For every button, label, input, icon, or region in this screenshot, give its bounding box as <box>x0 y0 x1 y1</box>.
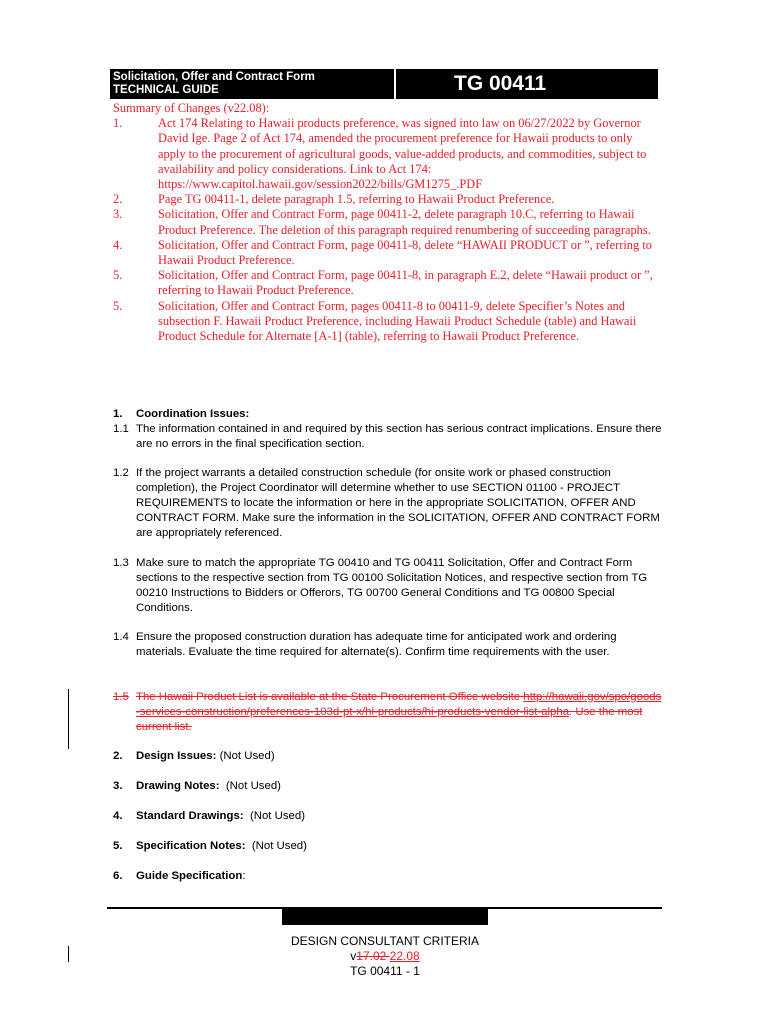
hawaii-product-list-link[interactable]: http://hawaii.gov/spo/goods-services-construction/preferences-103d-pt-x/hi-products/hi-products-vendor-list-alpha <box>136 691 662 718</box>
summary-title: Summary of Changes (v22.08): <box>113 101 270 115</box>
header-left-cell <box>110 69 396 99</box>
header-bar <box>110 69 658 99</box>
footer-rule-block <box>282 909 488 925</box>
summary-item: 3. Solicitation, Offer and Contract Form, page 00411-2, delete paragraph 10.C, referring to Hawaii Product Preference. The deletion of this paragraph required renumbering of succeeding paragraphs. <box>113 207 651 237</box>
paragraph-1-4: 1.4 Ensure the proposed construction duration has adequate time for anticipated work and ordering materials. Evaluate the time required for alternate(s). Confirm time requirements with the user. <box>113 631 617 658</box>
section-1-heading: 1. Coordination Issues: <box>113 408 250 420</box>
summary-item: 1. Act 174 Relating to Hawaii products preference, was signed into law on 06/27/2022 by Governor David Ige. Page 2 of Act 174, amended the procurement preference for Hawaii products to only apply to the procurement of agricultural goods, value-added products, and commodities, subject to availability and policy considerations. Link to Act 174: https://www.capitol.hawaii.gov/session2022/bills/GM1275_.PDF <box>113 116 647 192</box>
footer-change-bar <box>68 946 69 962</box>
paragraph-1-2: 1.2 If the project warrants a detailed construction schedule (for onsite work or phased construction completion), the Project Coordinator will determine whether to use SECTION 01100 - PROJECT REQUIREMENTS to locate the information or here in the appropriate SOLICITATION, OFFER AND CONTRACT FORM. Make sure the information in the SOLICITATION, OFFER AND CONTRACT FORM are appropriately referenced. <box>113 467 660 539</box>
summary-item: 5. Solicitation, Offer and Contract Form, page 00411-8, in paragraph E.2, delete “Hawaii product or ”, referring to Hawaii Product Preference. <box>113 268 653 298</box>
change-bar <box>68 689 69 749</box>
summary-item: 2. Page TG 00411-1, delete paragraph 1.5, referring to Hawaii Product Preference. <box>113 192 555 207</box>
section-2: 2. Design Issues: (Not Used) <box>113 750 275 762</box>
doc-code: TG 00411 <box>454 72 547 95</box>
footer-version: v17.02 22.08 <box>350 949 420 963</box>
section-3: 3. Drawing Notes: (Not Used) <box>113 780 281 792</box>
paragraph-1-3: 1.3 Make sure to match the appropriate TG 00410 and TG 00411 Solicitation, Offer and Contract Form sections to the respective section from TG 00100 Solicitation Notices, and respective section from TG 00210 Instructions to Bidders or Offerors, TG 00700 General Conditions and TG 00800 Special Conditions. <box>113 557 648 614</box>
section-5: 5. Specification Notes: (Not Used) <box>113 840 307 852</box>
form-title: Solicitation, Offer and Contract Form <box>113 71 315 83</box>
summary-item: 4. Solicitation, Offer and Contract Form, page 00411-8, delete “HAWAII PRODUCT or ”, referring to Hawaii Product Preference. <box>113 237 652 268</box>
paragraph-1-1: 1.1 The information contained in and required by this section has serious contract implications. Ensure there are no errors in the final specification section. <box>113 423 662 450</box>
section-4: 4. Standard Drawings: (Not Used) <box>113 810 306 822</box>
guide-label: TECHNICAL GUIDE <box>113 84 219 96</box>
paragraph-1-5-deleted: 1.5 The Hawaii Product List is available at the State Procurement Office website http://hawaii.gov/spo/goods-services-construction/preferences-103d-pt-x/hi-products/hi-products-vendor-list-alpha. Use the most current list. <box>113 691 662 733</box>
summary-of-changes <box>113 101 658 344</box>
footer-page-number: TG 00411 - 1 <box>350 964 420 978</box>
footer-criteria: DESIGN CONSULTANT CRITERIA <box>290 934 480 948</box>
section-6: 6. Guide Specification: <box>113 870 246 882</box>
summary-item: 5. Solicitation, Offer and Contract Form, pages 00411-8 to 00411-9, delete Specifier’s Notes and subsection F. Hawaii Product Preference, including Hawaii Product Schedule (table) and Hawaii Product Schedule for Alternate [A-1] (table), referring to Hawaii Product Preference. <box>113 298 637 344</box>
